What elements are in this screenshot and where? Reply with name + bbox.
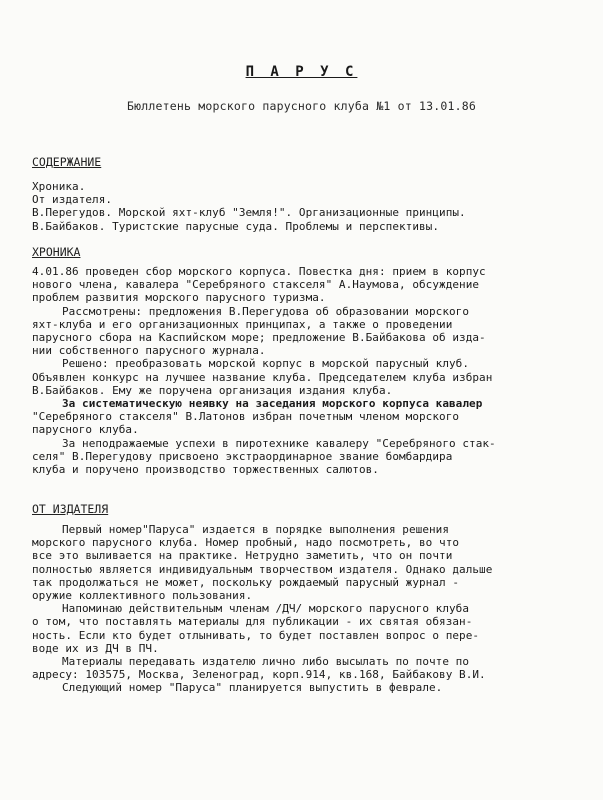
publisher-line: Первый номер"Паруса" издается в порядке выполнения решения: [62, 523, 450, 536]
bulletin-subtitle: Бюллетень морского парусного клуба №1 от 13.01.86: [126, 99, 477, 113]
contents-item: От издателя.: [32, 193, 113, 207]
chronicle-heading: ХРОНИКА: [32, 245, 81, 259]
chronicle-line: нового члена, кавалера "Серебряного стакселя" А.Наумова, обсуждение: [32, 278, 480, 292]
chronicle-line: клуба и поручено производство торжественных салютов.: [32, 463, 379, 477]
chronicle-line: парусного клуба.: [32, 423, 139, 437]
publisher-line: полностью является индивидуальным творчеством издателя. Однако дальше: [32, 562, 493, 576]
chronicle-line: селя" В.Перегудову присвоено экстраординарное звание бомбардира: [32, 449, 453, 463]
chronicle-line: Решено: преобразовать морской корпус в морской парусный клуб.: [62, 357, 470, 371]
contents-heading: СОДЕРЖАНИЕ: [32, 155, 102, 169]
publisher-line: морского парусного клуба. Номер пробный, надо посмотреть, во что: [32, 536, 460, 550]
chronicle-line: проблем развития морского парусного туризма.: [32, 291, 326, 305]
contents-item: В.Байбаков. Туристские парусные суда. Проблемы и перспективы.: [32, 219, 440, 233]
publisher-line: оружие коллективного пользования.: [32, 589, 253, 603]
contents-list: [32, 180, 580, 233]
contents-item: В.Перегудов. Морской яхт-клуб "Земля!". Организационные принципы.: [32, 206, 466, 220]
chronicle-line: нии собственного парусного журнала.: [32, 344, 266, 358]
publisher-line: ность. Если кто будет отлынивать, то будет поставлен вопрос о пере-: [32, 628, 480, 642]
chronicle-line: В.Байбаков. Ему же поручена организация издания клуба.: [32, 383, 393, 397]
publisher-line: Материалы передавать издателю лично либо высылать по почте по: [62, 655, 470, 669]
chronicle-line: За неподражаемые успехи в пиротехнике кавалеру "Серебряного стак-: [62, 436, 496, 450]
chronicle-line: За систематическую неявку на заседания морского корпуса кавалер: [62, 397, 483, 411]
publisher-line: так продолжаться не может, поскольку рождаемый парусный журнал -: [32, 575, 460, 589]
publisher-line: все это выливается на практике. Нетрудно заметить, что он почти: [32, 549, 453, 563]
chronicle-text: [32, 265, 580, 476]
chronicle-line: Объявлен конкурс на лучшее название клуба. Председателем клуба избран: [32, 370, 493, 384]
chronicle-line: Рассмотрены: предложения В.Перегудова об образовании морского: [62, 304, 470, 318]
publisher-line: Следующий номер "Паруса" планируется выпустить в феврале.: [62, 681, 443, 695]
publisher-line: адресу: 103575, Москва, Зеленоград, корп.914, кв.168, Байбакову В.И.: [32, 668, 486, 682]
page-title: П А Р У С: [245, 64, 358, 80]
publisher-heading: ОТ ИЗДАТЕЛЯ: [32, 502, 109, 516]
chronicle-line: "Серебряного стакселя" В.Латонов избран почетным членом морского: [32, 410, 460, 424]
publisher-line: воде их из ДЧ в ПЧ.: [32, 641, 159, 655]
contents-item: Хроника.: [32, 180, 86, 193]
publisher-text: [32, 523, 580, 695]
publisher-line: Напоминаю действительным членам /ДЧ/ морского парусного клуба: [62, 602, 470, 616]
chronicle-line: 4.01.86 проведен сбор морского корпуса. Повестка дня: прием в корпус: [32, 265, 486, 278]
chronicle-line: яхт-клуба и его организационных принципах, а также о проведении: [32, 317, 453, 331]
chronicle-line: парусного сбора на Каспийском море; предложение В.Байбакова об изда-: [32, 331, 486, 345]
publisher-line: о том, что поставлять материалы для публикации - их святая обязан-: [32, 615, 473, 629]
